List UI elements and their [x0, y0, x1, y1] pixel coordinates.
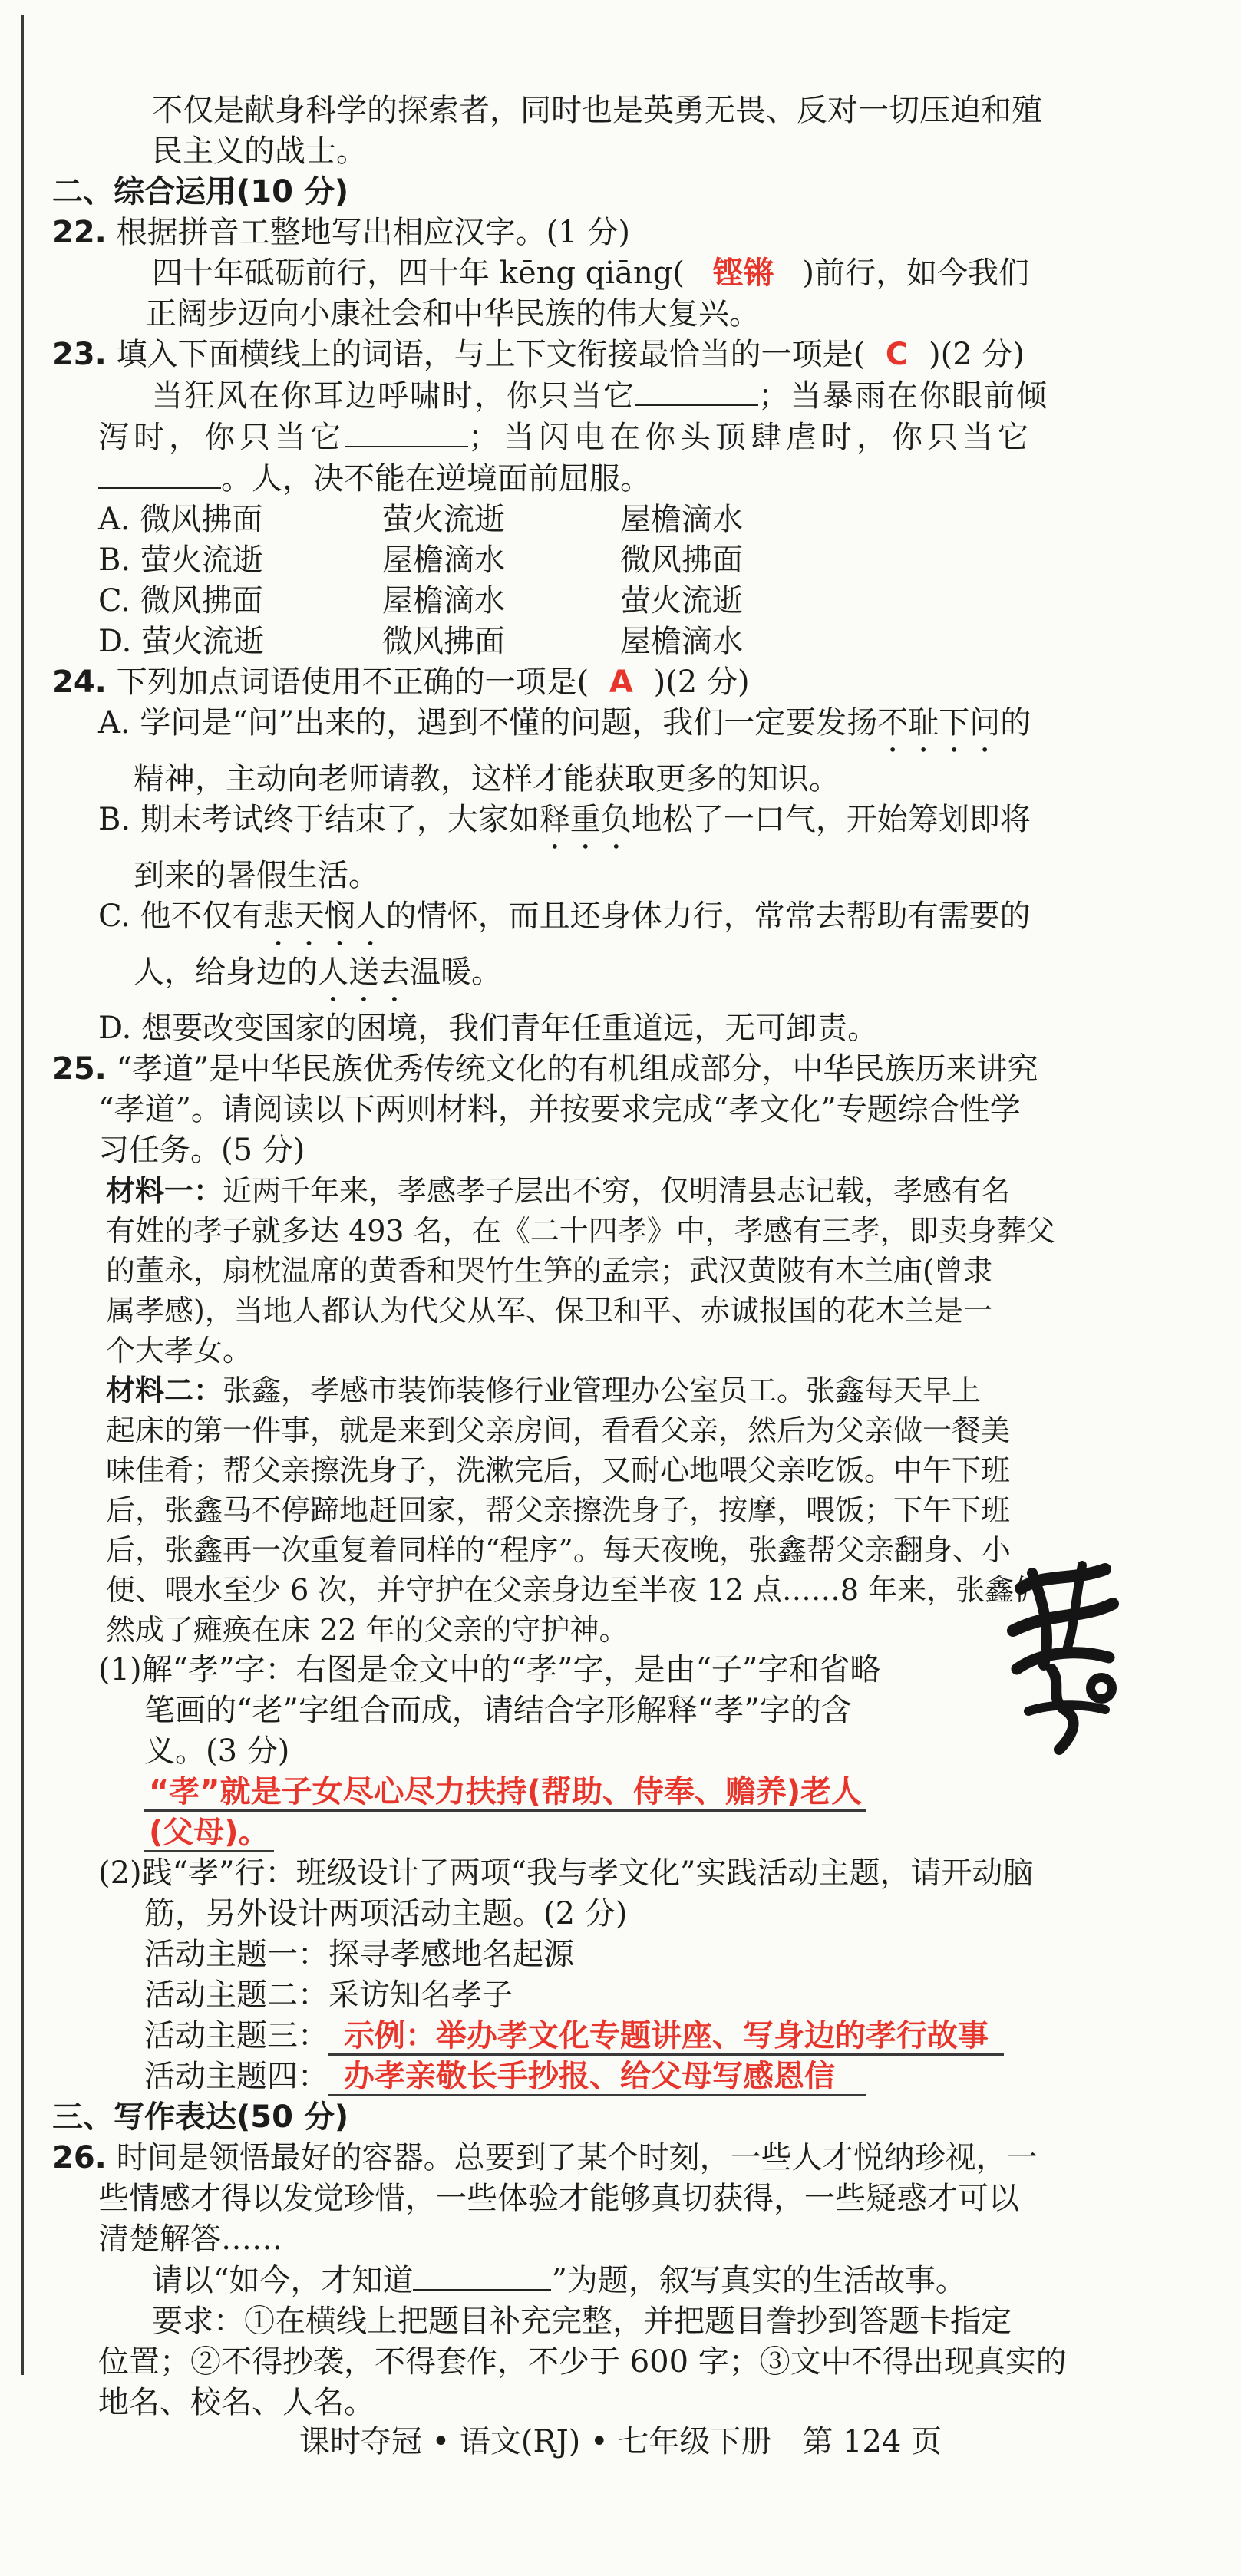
- material-text: 近两千年来，孝感孝子层出不穷，仅明清县志记载，孝感有名: [223, 1174, 1011, 1208]
- option-cell: 屋檐滴水: [620, 624, 743, 659]
- material-two: [98, 1370, 1142, 1650]
- subquestion-text: 义。(3 分): [144, 1733, 290, 1769]
- option-text: 的: [1000, 705, 1031, 740]
- question-22: [52, 213, 1142, 253]
- q24-option-d: D. 想要改变国家的困境，我们青年任重道远，无可卸责。: [98, 1011, 879, 1046]
- subquestion-text: 笔画的“老”字组合而成，请结合字形解释“孝”字的含: [144, 1693, 852, 1728]
- jinwen-xiao-character-image: [990, 1558, 1128, 1757]
- dotted-word: 悲天悯人: [262, 899, 386, 934]
- activity-label: 活动主题四：: [144, 2059, 328, 2094]
- material-text: 张鑫，孝感市装饰装修行业管理办公室员工。张鑫每天早上: [223, 1374, 982, 1407]
- material-text: 便、喂水至少 6 次，并守护在父亲身边至半夜 12 点……8 年来，张鑫俨: [106, 1573, 1044, 1607]
- q23-passage: [98, 458, 1142, 500]
- dotted-word: 不耻下问: [877, 705, 1001, 740]
- option-row: [98, 622, 1142, 662]
- q22-line: [98, 253, 1142, 294]
- answer-text: C: [885, 337, 909, 372]
- q23-options: [98, 500, 1142, 662]
- option-cell: D. 萤火流逝: [98, 624, 265, 659]
- question-number: 24.: [52, 665, 107, 700]
- option-text: 地松了一口气，开始筹划即将: [631, 802, 1031, 837]
- prompt-text: 请以“如今，才知道: [152, 2263, 414, 2298]
- question-stem: 习任务。(5 分): [98, 1133, 305, 1168]
- q23-passage: [98, 417, 1142, 458]
- left-margin-rule: [21, 15, 24, 2375]
- dotted-word: 人送去: [318, 955, 410, 990]
- answer-text: (父母)。: [144, 1815, 274, 1852]
- activity-label: 活动主题三：: [144, 2018, 328, 2053]
- question-23: [52, 335, 1142, 375]
- passage-text: ；当暴雨在你眼前倾: [758, 378, 1048, 414]
- option-cell: 萤火流逝: [620, 583, 743, 618]
- material-text: 起床的第一件事，就是来到父亲房间，看看父亲，然后为父亲做一餐美: [106, 1413, 1011, 1447]
- question-stem: 些情感才得以发觉珍惜，一些体验才能够真切获得，一些疑惑才可以: [98, 2181, 1019, 2216]
- section-title: 三、写作表达(50 分): [52, 2099, 349, 2135]
- q24-option-c-cont: [98, 952, 1142, 1008]
- question-stem: 时间是领悟最好的容器。总要到了某个时刻，一些人才悦纳珍视，一: [116, 2140, 1038, 2175]
- option-cell: 萤火流逝: [382, 502, 505, 537]
- question-stem: [98, 2260, 1142, 2301]
- option-text: 的情怀，而且还身体力行，常常去帮助有需要的: [385, 899, 1031, 934]
- option-cell: 屋檐滴水: [620, 502, 743, 537]
- question-number: 22.: [52, 215, 107, 250]
- q24-option-a-cont: 精神，主动向老师请教，这样才能获取更多的知识。: [134, 761, 840, 797]
- passage-text: 当狂风在你耳边呼啸时，你只当它: [152, 378, 635, 414]
- material-text: 味佳肴；帮父亲擦洗身子，洗漱完后，又耐心地喂父亲吃饭。中午下班: [106, 1453, 1011, 1487]
- option-cell: 微风拂面: [620, 543, 743, 578]
- q24-option-a: [98, 703, 1142, 759]
- option-text: B. 期末考试终于结束了，大家如: [98, 802, 540, 837]
- question-24: [52, 662, 1142, 703]
- subquestion-text: 筋，另外设计两项活动主题。(2 分): [144, 1896, 628, 1931]
- fill-blank: [98, 458, 221, 489]
- option-cell: 屋檐滴水: [382, 543, 505, 578]
- option-cell: 屋檐滴水: [382, 583, 505, 618]
- q24-option-b-cont: 到来的暑假生活。: [134, 858, 379, 893]
- continuation-line: 民主义的战士。: [152, 134, 367, 169]
- material-text: 个大孝女。: [106, 1334, 252, 1367]
- material-label: 材料二：: [106, 1374, 223, 1407]
- option-text: 人，给身边的: [134, 955, 318, 990]
- question-stem: “孝道”是中华民族优秀传统文化的有机组成部分，中华民族历来讲究: [116, 1051, 1038, 1087]
- material-text: 属孝感)，当地人都认为代父从军、保卫和平、赤诚报国的花木兰是一: [106, 1294, 992, 1328]
- question-number: 26.: [52, 2140, 107, 2175]
- option-text: 温暖。: [410, 955, 502, 990]
- passage-text: 。人，决不能在逆境面前屈服。: [221, 461, 651, 496]
- question-stem: 下列加点词语使用不正确的一项是(: [116, 665, 589, 700]
- material-text: 后，张鑫再一次重复着同样的“程序”。每天夜晚，张鑫帮父亲翻身、小: [106, 1533, 1011, 1567]
- jinwen-xiao-glyph: [990, 1558, 1128, 1757]
- q25-sub1: [98, 1650, 973, 1853]
- continuation-line: 不仅是献身科学的探索者，同时也是英勇无畏、反对一切压迫和殖: [152, 93, 1042, 128]
- question-26: [52, 2138, 1142, 2179]
- option-cell: C. 微风拂面: [98, 583, 263, 618]
- option-row: [98, 500, 1142, 540]
- option-row: [98, 581, 1142, 622]
- material-text: 有姓的孝子就多达 493 名，在《二十四孝》中，孝感有三孝，即卖身葬父: [106, 1214, 1055, 1248]
- material-text: 然成了瘫痪在床 22 年的父亲的守护神。: [106, 1613, 629, 1647]
- passage-text: 泻时，你只当它: [98, 420, 345, 455]
- question-number: 25.: [52, 1051, 107, 1087]
- material-one: [98, 1171, 1142, 1370]
- activity-theme: 活动主题二：采访知名孝子: [144, 1977, 513, 2013]
- requirement-text: 要求：①在横线上把题目补充完整，并把题目誊抄到答题卡指定: [152, 2304, 1012, 2339]
- option-cell: A. 微风拂面: [98, 502, 263, 537]
- question-stem: 填入下面横线上的词语，与上下文衔接最恰当的一项是(: [116, 337, 866, 372]
- question-number: 23.: [52, 337, 107, 372]
- q22-line: 正阔步迈向小康社会和中华民族的伟大复兴。: [146, 296, 760, 331]
- activity-theme: [98, 2057, 1142, 2097]
- question-stem: “孝道”。请阅读以下两则材料，并按要求完成“孝文化”专题综合性学: [98, 1092, 1021, 1127]
- subquestion-text: (2)践“孝”行：班级设计了两项“我与孝文化”实践活动主题，请开动脑: [98, 1855, 1034, 1891]
- q22-text: )前行，如今我们: [802, 256, 1029, 291]
- option-row: [98, 540, 1142, 581]
- requirement-text: 位置；②不得抄袭，不得套作，不少于 600 字；③文中不得出现真实的: [98, 2344, 1067, 2380]
- answer-text: 办孝亲敬长手抄报、给父母写感恩信: [328, 2059, 866, 2096]
- question-stem: 清楚解答……: [98, 2221, 282, 2257]
- q23-passage: [98, 375, 1142, 417]
- fill-blank: [413, 2260, 551, 2291]
- passage-text: ；当闪电在你头顶肆虐时，你只当它: [468, 420, 1033, 455]
- question-stem: )(2 分): [653, 665, 750, 700]
- page-content: [52, 91, 1142, 2423]
- q24-option-b: [98, 800, 1142, 856]
- question-stem: )(2 分): [928, 337, 1025, 372]
- answer-text: 示例：举办孝文化专题讲座、写身边的孝行故事: [328, 2018, 1004, 2056]
- option-cell: B. 萤火流逝: [98, 543, 263, 578]
- activity-theme: 活动主题一：探寻孝感地名起源: [144, 1937, 574, 1972]
- material-text: 的董永，扇枕温席的黄香和哭竹生笋的孟宗；武汉黄陂有木兰庙(曾隶: [106, 1254, 992, 1288]
- material-label: 材料一：: [106, 1174, 223, 1208]
- fill-blank: [635, 375, 758, 406]
- requirement-text: 地名、校名、人名。: [98, 2385, 375, 2420]
- option-cell: 微风拂面: [382, 624, 505, 659]
- question-25: [52, 1049, 1142, 1090]
- subquestion-text: (1)解“孝”字：右图是金文中的“孝”字，是由“子”字和省略: [98, 1652, 881, 1687]
- material-text: 后，张鑫马不停蹄地赶回家，帮父亲擦洗身子，按摩，喂饭；下午下班: [106, 1493, 1011, 1527]
- option-text: A. 学问是“问”出来的，遇到不懂的问题，我们一定要发扬: [98, 705, 878, 740]
- prompt-text: ”为题，叙写真实的生活故事。: [551, 2263, 966, 2298]
- question-stem: 根据拼音工整地写出相应汉字。(1 分): [116, 215, 630, 250]
- answer-text: A: [609, 665, 633, 700]
- page-footer: 课时夺冠 • 语文(RJ) • 七年级下册 第 124 页: [299, 2424, 942, 2459]
- answer-text: “孝”就是子女尽心尽力扶持(帮助、侍奉、赡养)老人: [144, 1774, 866, 1812]
- q25-sub2: [98, 1853, 1142, 2097]
- fill-blank: [345, 417, 468, 447]
- answer-text: 铿锵: [712, 256, 774, 291]
- q24-option-c: [98, 896, 1142, 952]
- q22-text: 四十年砥砺前行，四十年 kēng qiāng(: [152, 256, 685, 291]
- option-text: C. 他不仅有: [98, 899, 263, 934]
- activity-theme: [98, 2016, 1142, 2057]
- section-title: 二、综合运用(10 分): [52, 174, 349, 209]
- dotted-word: 释重负: [539, 802, 632, 837]
